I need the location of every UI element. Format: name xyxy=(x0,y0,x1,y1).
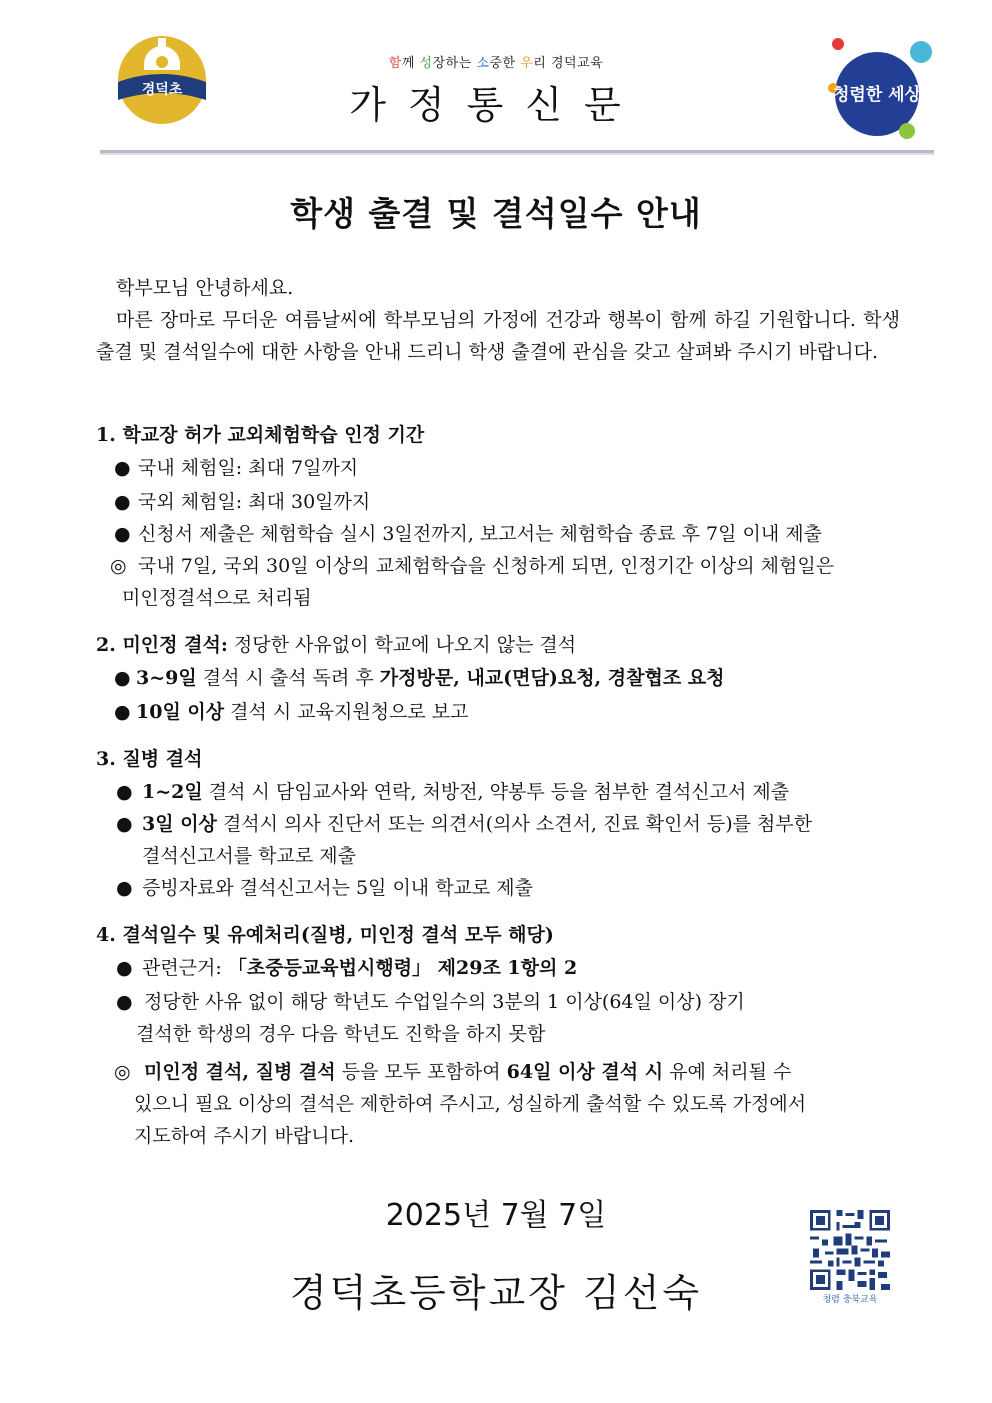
greeting: 학부모님 안녕하세요. xyxy=(116,277,294,299)
integrity-logo-text: 청렴한 세상 xyxy=(832,85,922,105)
qr-code[interactable] xyxy=(807,1207,893,1293)
section-3-heading: 3. 질병 결석 xyxy=(96,748,203,770)
section-3-bullet-1: ● 1~2일 결석 시 담임교사와 연락, 처방전, 약봉투 등을 첨부한 결석신고서 제출 xyxy=(116,776,789,808)
section-2-bullet-2: ● 10일 이상 결석 시 교육지원청으로 보고 xyxy=(114,696,469,728)
header-divider xyxy=(100,150,934,153)
slogan-part: 우 xyxy=(520,56,534,71)
section-3-bullet-2: ● 3일 이상 결석시 의사 진단서 또는 의견서(의사 소견서, 진료 확인서 등)를 첨부한 결석신고서를 학교로 제출 xyxy=(116,808,812,872)
section-1-bullet-1: ● 국내 체험일: 최대 7일까지 xyxy=(114,452,358,484)
bullet-icon: ● xyxy=(116,957,133,979)
slogan-part: 함 xyxy=(388,56,402,71)
bullet-icon: ● xyxy=(116,991,133,1013)
section-1-bullet-2: ● 국외 체험일: 최대 30일까지 xyxy=(114,486,370,518)
bullet-icon: ● xyxy=(116,877,133,899)
note-mark-icon: ◎ xyxy=(114,1061,131,1083)
section-4-heading: 4. 결석일수 및 유예처리(질병, 미인정 결석 모두 해당) xyxy=(96,924,554,946)
bullet-icon: ● xyxy=(116,813,133,835)
bullet-icon: ● xyxy=(114,523,131,545)
newsletter-title: 가정통신문 xyxy=(349,83,643,127)
section-2-heading: 2. 미인정 결석: 정당한 사유없이 학교에 나오지 않는 결석 xyxy=(96,634,577,656)
slogan-part: 께 xyxy=(401,56,420,71)
section-2-bullet-1: ● 3~9일 결석 시 출석 독려 후 가정방문, 내교(면담)요청, 경찰협조 요청 xyxy=(114,662,725,694)
section-1-note: ◎ 국내 7일, 국외 30일 이상의 교체험학습을 신청하게 되면, 인정기간 이상의 체험일은 미인정결석으로 처리됨 xyxy=(110,550,834,614)
slogan-part: 중한 xyxy=(489,56,521,71)
intro-paragraph: 마른 장마로 무더운 여름날씨에 학부모님의 가정에 건강과 행복이 함께 하길 기원합니다. 학생 출결 및 결석일수에 대한 사항을 안내 드리니 학생 출결에 관심을 갖고 살펴봐 주시기 바랍니다. xyxy=(96,309,900,363)
bullet-icon: ● xyxy=(114,491,131,513)
issue-date: 2025년 7월 7일 xyxy=(385,1198,607,1233)
school-logo-text: 경덕초 xyxy=(141,82,183,98)
section-1-bullet-3: ● 신청서 제출은 체험학습 실시 3일전까지, 보고서는 체험학습 종료 후 7일 이내 제출 xyxy=(114,518,822,550)
section-4-bullet-1: ● 관련근거: 「초중등교육법시행령」 제29조 1항의 2 xyxy=(116,952,577,984)
section-3-bullet-3: ● 증빙자료와 결석신고서는 5일 이내 학교로 제출 xyxy=(116,872,533,904)
note-mark-icon: ◎ xyxy=(110,555,127,577)
bullet-icon: ● xyxy=(114,457,131,479)
section-1-heading: 1. 학교장 허가 교외체험학습 인정 기간 xyxy=(96,424,425,446)
slogan-part: 소 xyxy=(476,56,490,71)
qr-caption: 청렴 충북교육 xyxy=(822,1295,878,1305)
principal-signature: 경덕초등학교장 김선숙 xyxy=(289,1271,703,1315)
document-title: 학생 출결 및 결석일수 안내 xyxy=(290,194,702,233)
bullet-icon: ● xyxy=(114,701,131,723)
slogan-part: 성 xyxy=(419,56,433,71)
slogan-part: 리 xyxy=(533,56,551,71)
slogan-part: 장하는 xyxy=(432,56,477,71)
integrity-logo xyxy=(825,34,943,144)
section-4-bullet-2: ● 정당한 사유 없이 해당 학년도 수업일수의 3분의 1 이상(64일 이상) 장기 결석한 학생의 경우 다음 학년도 진학을 하지 못함 xyxy=(116,986,745,1050)
bullet-icon: ● xyxy=(114,667,131,689)
section-4-note: ◎ 미인정 결석, 질병 결석 등을 모두 포함하여 64일 이상 결석 시 유예 처리될 수 있으니 필요 이상의 결석은 제한하여 주시고, 성실하게 출석할 수 있도록 가정에서 지도하여 주시기 바랍니다. xyxy=(114,1056,806,1152)
bullet-icon: ● xyxy=(116,781,133,803)
slogan-part: 경덕교육 xyxy=(550,56,604,71)
